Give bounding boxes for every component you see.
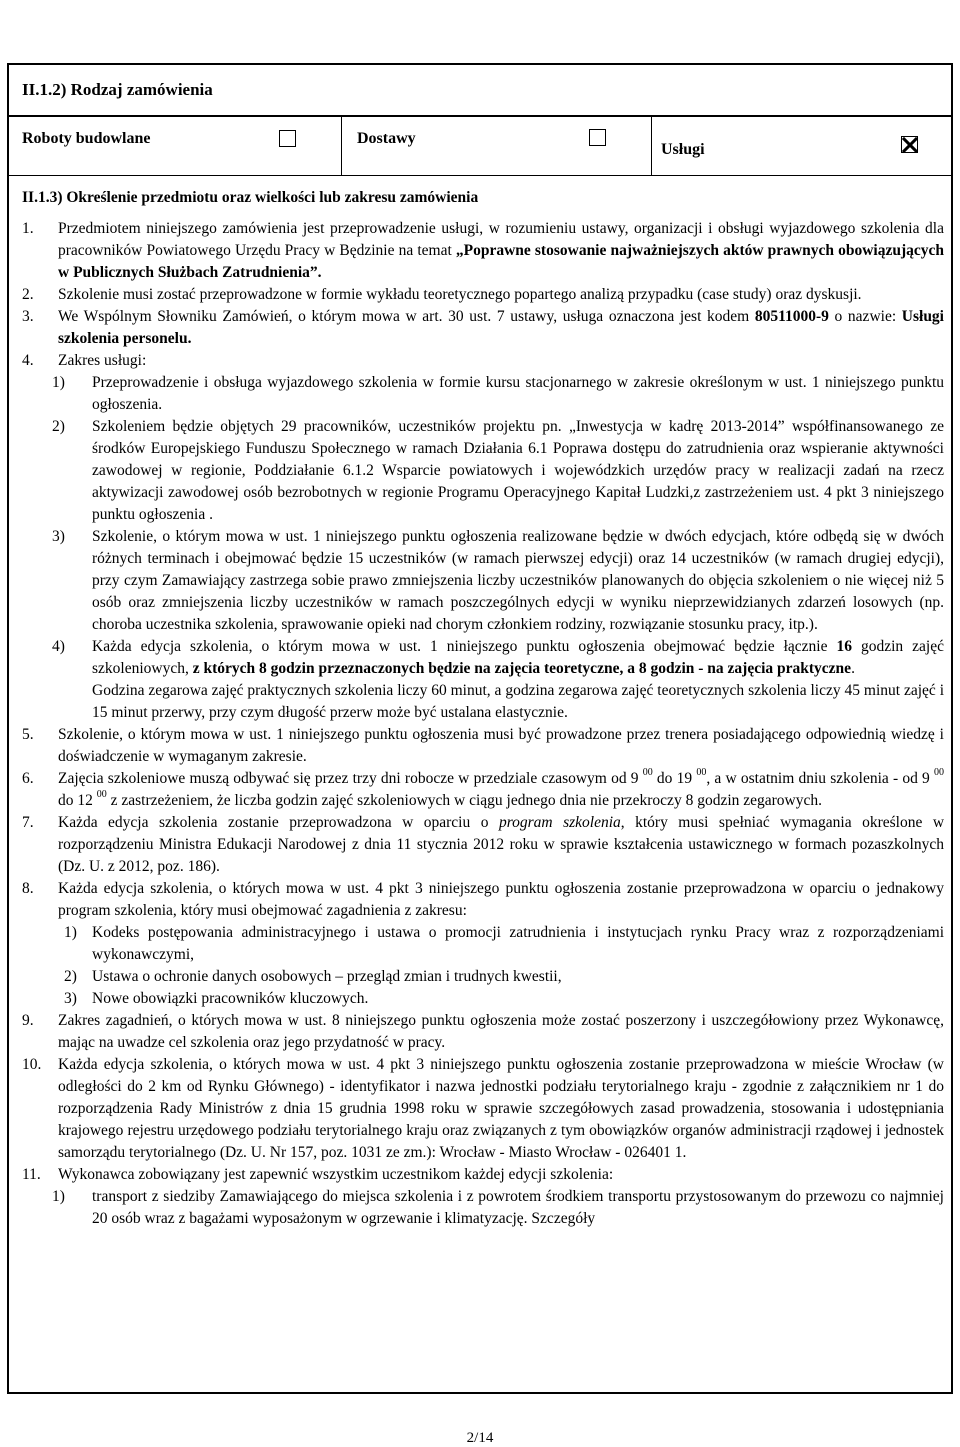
item-text: , który musi spełniać wymagania określone w rozporządzeniu Ministra Edukacji Narodowej z dnia 11 stycznia 2012 roku w sprawie kształcenia ustawicznego w formach pozaszkolnych (Dz. U. z 2012, poz. 186). (58, 814, 945, 875)
section-header (9, 65, 951, 117)
sub-item-text: Nowe obowiązki pracowników kluczowych. (92, 990, 369, 1007)
item-number: 7. (22, 814, 34, 831)
item-text: Przedmiotem niniejszego zamówienia jest przeprowadzenie usługi, w rozumieniu ustawy, organizacji i obsługi wyjazdowego szkolenia dla pracowników Powiatowego Urzędu Pracy w Będzinie na temat (58, 220, 944, 259)
checkbox-works[interactable] (279, 130, 296, 147)
hours-total: 16 (836, 638, 852, 655)
item-text: do 12 (58, 792, 97, 809)
sub-item-paragraph (22, 680, 944, 724)
checkbox-supplies[interactable] (589, 129, 606, 146)
order-type-cell-services (651, 115, 953, 175)
sub-item (22, 416, 944, 526)
sub-item-text: . (851, 660, 855, 677)
item-text: do 19 (652, 770, 697, 787)
sub-item-number: 1) (52, 374, 65, 391)
item-text: Szkolenie musi zostać przeprowadzone w formie wykładu teoretycznego popartego analizą przypadku (case study) oraz dyskusji. (58, 286, 862, 303)
item-number: 9. (22, 1012, 34, 1029)
item-text: Każda edycja szkolenia, o których mowa w ust. 4 pkt 3 niniejszego punktu ogłoszenia zostanie przeprowadzona w oparciu o jednakowy program szkolenia, który musi obejmować zagadnienia z zakresu: (58, 880, 944, 919)
list-item (22, 218, 944, 284)
list-item (22, 1010, 944, 1054)
item-text: Każda edycja szkolenia zostanie przeprowadzona w oparciu o (58, 814, 499, 831)
form-frame (7, 63, 953, 1394)
sub-item (22, 966, 944, 988)
item-text: Szkolenie, o którym mowa w ust. 1 niniejszego punktu ogłoszenia musi być prowadzone przez trenera posiadającego odpowiednią wiedzę i doświadczenie w wymaganym zakresie. (58, 726, 944, 765)
item-number: 6. (22, 770, 34, 787)
item-text: Zakres zagadnień, o których mowa w ust. 8 niniejszego punktu ogłoszenia może zostać poszerzony i uszczegółowiony przez Wykonawcę, mając na uwadze cel szkolenia oraz jego przydatność w pracy. (58, 1012, 944, 1051)
hours-split: z których 8 godzin przeznaczonych będzie na zajęcia teoretyczne, a 8 godzin - na zajęcia praktyczne (192, 660, 852, 677)
list-item (22, 284, 944, 306)
sub-item-number: 3) (52, 528, 65, 545)
item-number: 10. (22, 1056, 42, 1073)
item-text-italic: program szkolenia (498, 814, 621, 831)
sub-item-text: transport z siedziby Zamawiającego do miejsca szkolenia i z powrotem środkiem transportu przystosowanym do przewozu co najmniej 20 osób wraz z bagażami wyposażonym w ogrzewanie i klimatyzację. Szczegóły (92, 1188, 944, 1227)
section-content (22, 218, 944, 1230)
item-number: 3. (22, 308, 34, 325)
list-item (22, 1164, 944, 1186)
time-minutes: 00 (696, 767, 707, 778)
sub-item (22, 636, 944, 680)
section-title-213: II.1.3) Określenie przedmiotu oraz wielkości lub zakresu zamówienia (22, 189, 479, 206)
list-item (22, 878, 944, 922)
order-type-label-works: Roboty budowlane (22, 130, 151, 147)
cpv-code: 80511000-9 (754, 308, 829, 325)
sub-item-number: 1) (64, 924, 77, 941)
sub-item-number: 1) (52, 1188, 65, 1205)
order-type-row (9, 115, 951, 176)
sub-item-number: 4) (52, 638, 65, 655)
item-number: 1. (22, 220, 34, 237)
item-text: o nazwie: (828, 308, 902, 325)
list-item (22, 724, 944, 768)
item-text-bold: „Poprawne stosowanie najważniejszych aktów prawnych obowiązujących w Publicznych Służbach Zatrudnienia”. (58, 242, 944, 281)
item-number: 8. (22, 880, 34, 897)
sub-item-text: Szkoleniem będzie objętych 29 pracowników, uczestników projektu pn. „Inwestycja w kadrę 2013-2014” współfinansowanego ze środków Europejskiego Funduszu Społecznego w ramach Działania 6.1 Poprawa dostępu do zatrudnienia oraz wspieranie aktywności zawodowej w regionie, Poddziałanie 6.1.2 Wsparcie powiatowych i wojewódzkich urzędów pracy w realizacji zadań na rzecz aktywizacji zawodowej osób bezrobotnych w regionie Programu Operacyjnego Kapitał Ludzki,z zastrzeżeniem ust. 4 pkt 3 niniejszego punktu ogłoszenia . (92, 418, 944, 523)
sub-item-text: Przeprowadzenie i obsługa wyjazdowego szkolenia w formie kursu stacjonarnego w zakresie określonym w ust. 1 niniejszego punktu ogłoszenia. (92, 374, 944, 413)
item-text: We Wspólnym Słowniku Zamówień, o którym mowa w art. 30 ust. 7 ustawy, usługa oznaczona jest kodem (58, 308, 755, 325)
order-type-label-supplies: Dostawy (357, 130, 416, 147)
sub-item (22, 988, 944, 1010)
sub-item (22, 526, 944, 636)
item-text: Wykonawca zobowiązany jest zapewnić wszystkim uczestnikom każdej edycji szkolenia: (58, 1166, 614, 1183)
list-item (22, 306, 944, 350)
sub-item (22, 1186, 944, 1230)
sub-item (22, 372, 944, 416)
order-type-label-services: Usługi (661, 141, 705, 158)
item-number: 4. (22, 352, 34, 369)
sub-item-text: Każda edycja szkolenia, o którym mowa w ust. 1 niniejszego punktu ogłoszenia obejmować będzie łącznie (92, 638, 837, 655)
item-number: 11. (22, 1166, 41, 1183)
sub-item-text: Szkolenie, o którym mowa w ust. 1 niniejszego punktu ogłoszenia realizowane będzie w dwóch edycjach, które odbędą się w dwóch różnych terminach i obejmować będzie 15 uczestników (w ramach pierwszej edycji) oraz 14 uczestników (w ramach drugiej edycji), przy czym Zamawiający zastrzega sobie prawo zmniejszenia liczby uczestników planowanych do objęcia szkoleniem o nie więcej niż 5 osób oraz zmniejszenia liczby uczestników w ramach poszczególnych edycji w wyniku nieprzewidzianych zdarzeń losowych (np. choroba uczestnika szkolenia, sprawowanie opieki nad chorym członkiem rodziny, rozwiązanie stosunku pracy, itp.). (92, 528, 944, 633)
cpv-name: Usługi szkolenia personelu. (58, 308, 944, 347)
sub-item-text: Kodeks postępowania administracyjnego i ustawa o promocji zatrudnienia i instytucjach rynku Pracy wraz z rozporządzeniami wykonawczymi, (92, 924, 944, 963)
list-item (22, 1054, 944, 1164)
time-minutes: 00 (96, 789, 107, 800)
page-number: 2/14 (466, 1430, 494, 1446)
sub-item-text: Godzina zegarowa zajęć praktycznych szkolenia liczy 60 minut, a godzina zegarowa zajęć teoretycznych szkolenia liczy 45 minut zajęć i 15 minut przerwy, przy czym długość przerw może być ustalana elastycznie. (92, 682, 944, 721)
sub-item (22, 922, 944, 966)
order-type-cell-works (9, 115, 342, 175)
item-text: Każda edycja szkolenia, o których mowa w ust. 4 pkt 3 niniejszego punktu ogłoszenia zostanie przeprowadzona w mieście Wrocław (w odległości do 2 km od Rynku Głównego) - identyfikator i nazwa jednostki podziału terytorialnego kraju - zgodnie z załącznikiem nr 1 do rozporządzenia Rady Ministrów z dnia 15 grudnia 1998 roku w sprawie szczegółowych zasad prowadzenia, stosowania i udostępniania krajowego rejestru urzędowego podziału terytorialnego kraju oraz związanych z tym obowiązków organów administracji rządowej i jednostek samorządu terytorialnego (Dz. U. Nr 157, poz. 1031 ze zm.): Wrocław - Miasto Wrocław - 026401 1. (58, 1056, 944, 1161)
sub-item-number: 3) (64, 990, 77, 1007)
sub-item-text: godzin zajęć szkoleniowych, (92, 638, 944, 677)
order-type-cell-supplies (341, 115, 652, 175)
item-number: 2. (22, 286, 34, 303)
item-text: Zakres usługi: (58, 352, 147, 369)
list-item (22, 812, 944, 878)
list-item (22, 350, 944, 372)
item-text: Zajęcia szkoleniowe muszą odbywać się przez trzy dni robocze w przedziale czasowym od 9 (58, 770, 643, 787)
checkbox-services-checked[interactable] (901, 136, 918, 153)
list-item (22, 768, 944, 812)
item-text: z zastrzeżeniem, że liczba godzin zajęć szkoleniowych w ciągu jednego dnia nie przekroczy 8 godzin zegarowych. (106, 792, 822, 809)
time-minutes: 00 (934, 767, 945, 778)
item-text: , a w ostatnim dniu szkolenia - od 9 (706, 770, 935, 787)
section-title-212: II.1.2) Rodzaj zamówienia (22, 80, 213, 99)
item-number: 5. (22, 726, 34, 743)
sub-item-number: 2) (64, 968, 77, 985)
sub-item-number: 2) (52, 418, 65, 435)
time-minutes: 00 (642, 767, 653, 778)
sub-item-text: Ustawa o ochronie danych osobowych – przegląd zmian i trudnych kwestii, (92, 968, 562, 985)
